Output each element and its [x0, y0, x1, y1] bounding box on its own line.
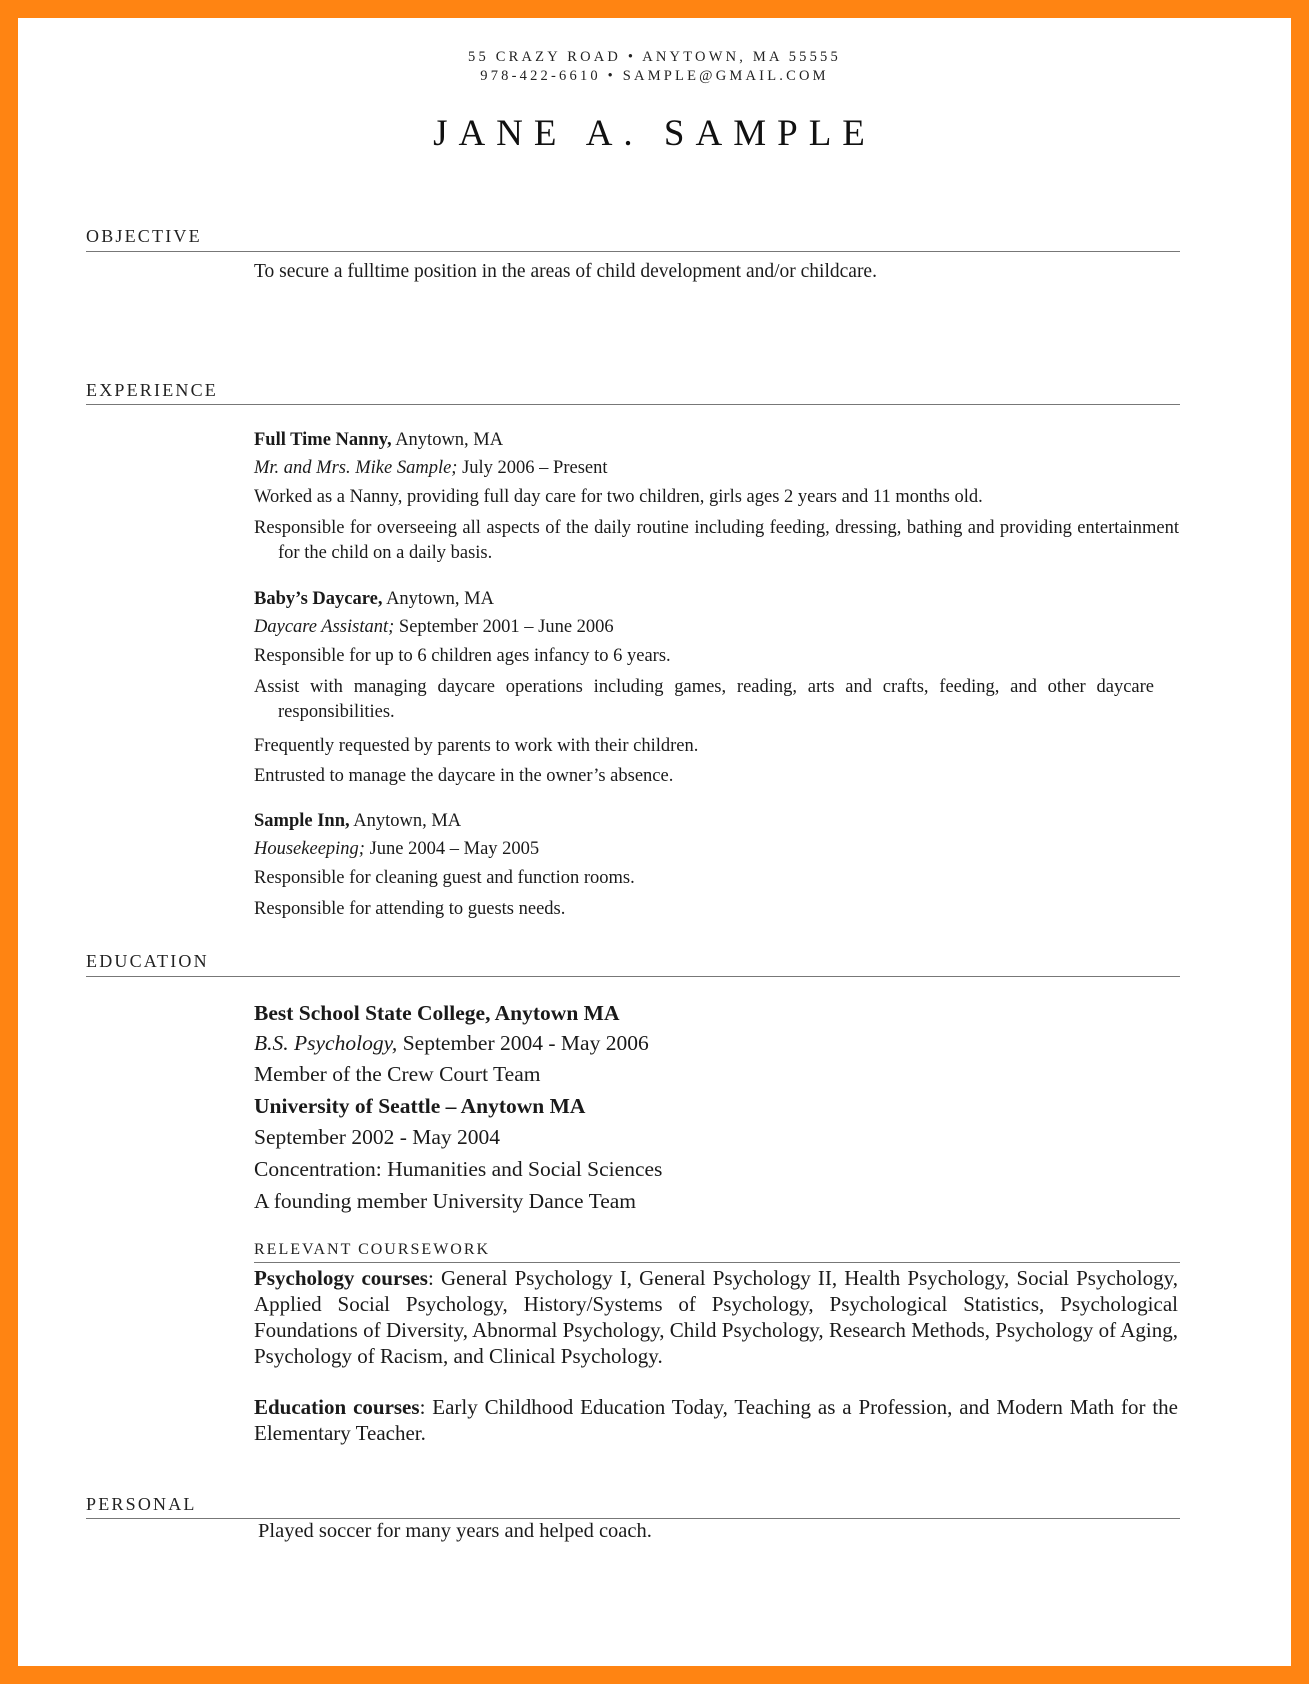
concentration: Concentration: Humanities and Social Sciences [254, 1157, 663, 1181]
school-name-text: Best School State College, Anytown MA [254, 1001, 620, 1025]
job-duty: Frequently requested by parents to work with their children. [254, 736, 699, 756]
job-location: Anytown, MA [391, 430, 504, 450]
objective-rule [86, 251, 1180, 252]
degree-line [254, 1031, 649, 1056]
job-dates: September 2001 – June 2006 [394, 617, 614, 637]
objective-text: To secure a fulltime position in the areas of child development and/or childcare. [254, 261, 877, 282]
job-duty: Worked as a Nanny, providing full day care for two children, girls ages 2 years and 11 months old. [254, 487, 983, 507]
job-location: Anytown, MA [382, 589, 494, 609]
objective-heading: OBJECTIVE [86, 226, 202, 246]
education-courses-list: : Early Childhood Education Today, Teaching as a Profession, and Modern Math for the Elementary Teacher. [254, 1395, 1178, 1445]
job-dates: June 2004 – May 2005 [364, 839, 540, 859]
school-activity: Member of the Crew Court Team [254, 1062, 541, 1086]
psychology-courses-label: Psychology courses [254, 1266, 428, 1290]
job-duty: Responsible for overseeing all aspects of the daily routine including feeding, dressing, bathing and providing entertainment for the child on a daily basis. [254, 518, 1179, 563]
job-location: Anytown, MA [349, 811, 462, 831]
address-line: 55 CRAZY ROAD • ANYTOWN, MA 55555 [468, 49, 841, 65]
school-dates: September 2002 - May 2004 [254, 1125, 501, 1149]
job-role-line [254, 456, 1179, 481]
school-name [254, 1001, 619, 1026]
education-courses-label: Education courses [254, 1395, 420, 1419]
education-rule [86, 976, 1180, 977]
job-duty: Responsible for cleaning guest and function rooms. [254, 868, 635, 888]
education-courses [254, 1394, 1178, 1446]
experience-rule [86, 404, 1180, 405]
phone-email-line: 978-422-6610 • SAMPLE@GMAIL.COM [480, 68, 829, 84]
job-role: Daycare Assistant; [254, 617, 395, 637]
job-employer: Full Time Nanny, [254, 430, 392, 450]
job-role: Mr. and Mrs. Mike Sample; [254, 458, 458, 478]
personal-heading: PERSONAL [86, 1494, 197, 1514]
job-employer: Baby’s Daycare, [254, 589, 383, 609]
personal-rule [86, 1518, 1180, 1519]
psychology-courses [254, 1265, 1178, 1369]
degree: B.S. Psychology, [254, 1031, 398, 1055]
job-duty: Responsible for up to 6 children ages infancy to 6 years. [254, 646, 671, 666]
experience-heading: EXPERIENCE [86, 380, 218, 400]
job-title-line [254, 428, 1179, 453]
job-title-line [254, 809, 1179, 834]
education-heading: EDUCATION [86, 951, 209, 971]
job-dates: July 2006 – Present [457, 458, 608, 478]
personal-text: Played soccer for many years and helped coach. [258, 1520, 652, 1542]
coursework-heading: RELEVANT COURSEWORK [254, 1241, 491, 1258]
job-duty: Entrusted to manage the daycare in the owner’s absence. [254, 766, 674, 786]
job-title-line [254, 587, 1179, 612]
coursework-rule [254, 1262, 1180, 1263]
job-role-line [254, 615, 1179, 640]
job-role: Housekeeping; [254, 839, 365, 859]
job-duty: Responsible for attending to guests needs. [254, 899, 566, 919]
job-role-line [254, 837, 1179, 862]
psychology-courses-list: : General Psychology I, General Psychology II, Health Psychology, Social Psychology, Applied Social Psychology, History/Systems of Psychology, Psychological Statistics, Psychological Foundations of Diversity, Abnormal Psychology, Child Psychology, Research Methods, Psychology of Aging, Psychology of Racism, and Clinical Psychology. [254, 1266, 1178, 1368]
applicant-name: JANE A. SAMPLE [433, 113, 876, 154]
job-duty: Assist with managing daycare operations including games, reading, arts and crafts, feeding, and other daycare responsibilities. [254, 677, 1154, 722]
degree-dates: September 2004 - May 2006 [397, 1031, 649, 1055]
school-name [254, 1094, 585, 1119]
job-employer: Sample Inn, [254, 811, 350, 831]
school-activity: A founding member University Dance Team [254, 1189, 637, 1213]
school-name-text: University of Seattle – Anytown MA [254, 1094, 586, 1118]
